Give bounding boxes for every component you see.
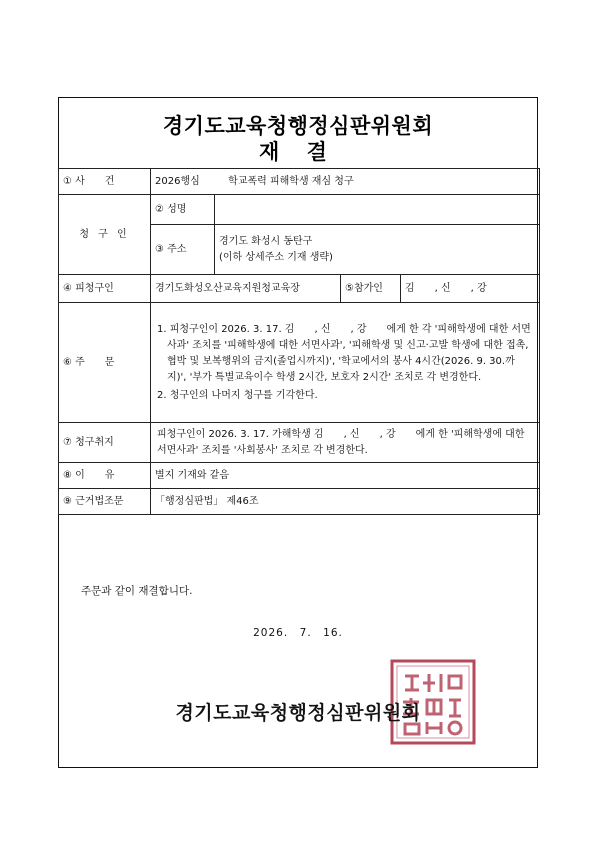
- claimant-name-label: ② 성명: [151, 195, 215, 225]
- reason-value: 별지 기재와 같음: [151, 463, 540, 489]
- reason-label: ⑧ 이 유: [59, 463, 151, 489]
- case-name: 학교폭력 피해학생 재심 청구: [228, 175, 354, 187]
- order-label: ⑥ 주 문: [59, 303, 151, 423]
- address-line-2: (이하 상세주소 기재 생략): [219, 251, 333, 263]
- order-item-1: 1. 피청구인이 2026. 3. 17. 김 , 신 , 강 에게 한 각 '피해학생에 대한 서면사과' 조치를 '피해학생에 대한 서면사과', '피해학생 및 신고·고발 학생에 대한 접촉, 협박 및 보복행위의 금지(졸업시까지)', '학교에서의 봉사 4시간(2026. 9. 30.까지)', '부가 특별교육이수 학생 2시간, 보호자 2시간' 조치로 각 변경한다.: [157, 323, 531, 383]
- claimant-address-value: [215, 225, 540, 275]
- row-case: [59, 169, 540, 195]
- case-label: ① 사 건: [59, 169, 151, 195]
- respondent-value: 경기도화성오산교육지원청교육장: [151, 275, 341, 303]
- order-item-2: 2. 청구인의 나머지 청구를 기각한다.: [157, 389, 318, 401]
- row-respondent: [59, 275, 540, 303]
- row-claimant-name: [59, 195, 540, 225]
- decision-table: [58, 168, 540, 515]
- issuer-name: 경기도교육청행정심판위원회: [175, 702, 421, 724]
- case-value: [151, 169, 540, 195]
- intervener-value: 김 , 신 , 강: [401, 275, 540, 303]
- row-purpose: [59, 423, 540, 463]
- closing-statement: 주문과 같이 재결합니다.: [81, 585, 193, 597]
- respondent-label: ④ 피청구인: [59, 275, 151, 303]
- claimant-address-label: ③ 주소: [151, 225, 215, 275]
- row-reason: [59, 463, 540, 489]
- claimant-name-value: [215, 195, 540, 225]
- address-line-1: 경기도 화성시 동탄구: [219, 235, 313, 247]
- document-subtitle: 재 결: [259, 140, 337, 164]
- decision-document: [58, 97, 538, 768]
- purpose-value: 피청구인이 2026. 3. 17. 가해학생 김 , 신 , 강 에게 한 '피해학생에 대한 서면사과' 조치를 '사회봉사' 조치로 각 변경한다.: [151, 423, 540, 463]
- decision-date: 2026. 7. 16.: [253, 627, 343, 639]
- document-title: 경기도교육청행정심판위원회: [162, 114, 434, 138]
- intervener-label: ⑤참가인: [341, 275, 401, 303]
- row-order: [59, 303, 540, 423]
- case-number: 2026행심: [155, 175, 200, 187]
- law-label: ⑨ 근거법조문: [59, 489, 151, 515]
- purpose-label: ⑦ 청구취지: [59, 423, 151, 463]
- row-law: [59, 489, 540, 515]
- order-value: [151, 303, 540, 423]
- claimant-label: 청 구 인: [59, 195, 151, 275]
- law-value: 「행정심판법」 제46조: [151, 489, 540, 515]
